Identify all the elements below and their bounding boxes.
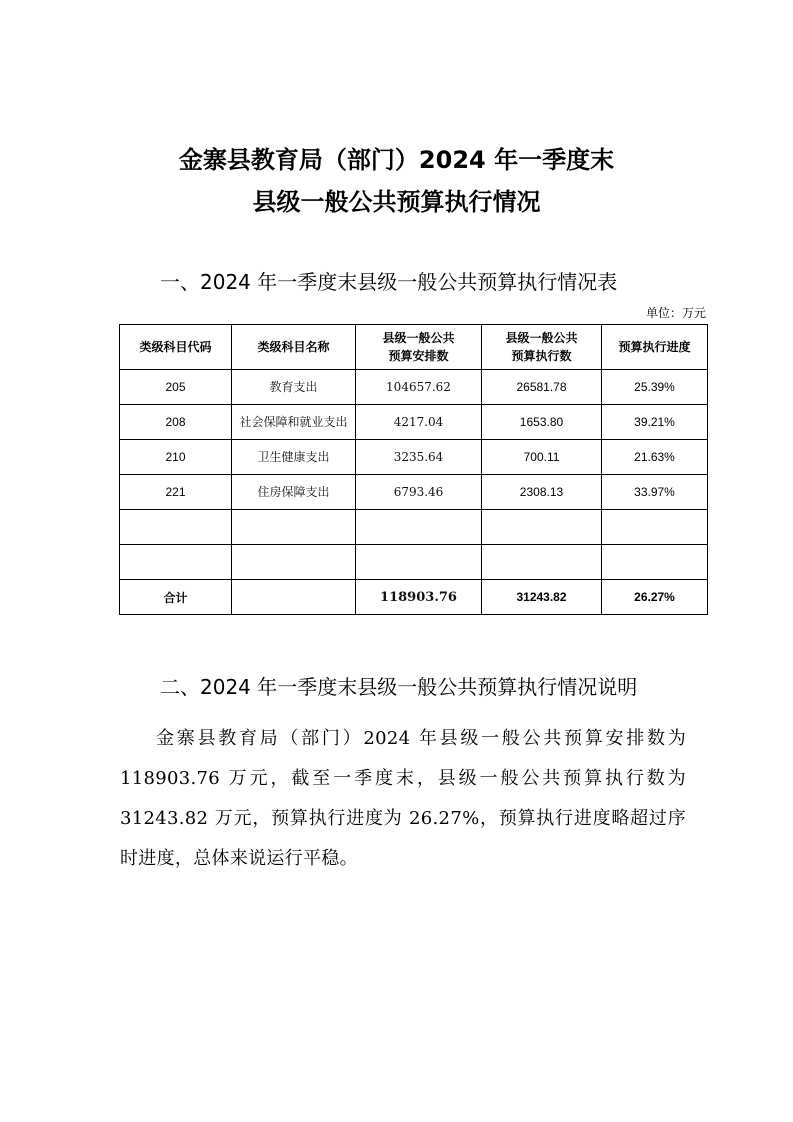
cell-exec: 700.11 [482, 440, 602, 475]
empty-cell [356, 545, 482, 580]
cell-name: 卫生健康支出 [232, 440, 356, 475]
table-total-row [120, 580, 708, 615]
cell-name: 教育支出 [232, 370, 356, 405]
header-plan [356, 325, 482, 370]
cell-rate: 39.21% [602, 405, 708, 440]
empty-cell [482, 510, 602, 545]
total-exec: 31243.82 [482, 580, 602, 615]
cell-code: 221 [120, 475, 232, 510]
table-row [120, 405, 708, 440]
empty-cell [232, 580, 356, 615]
empty-cell [120, 545, 232, 580]
cell-exec: 1653.80 [482, 405, 602, 440]
cell-rate: 33.97% [602, 475, 708, 510]
table-row [120, 475, 708, 510]
cell-plan: 6793.46 [356, 475, 482, 510]
cell-name: 住房保障支出 [232, 475, 356, 510]
header-plan-line2: 预算安排数 [388, 349, 449, 363]
header-exec-line2: 预算执行数 [511, 349, 572, 363]
total-label: 合计 [120, 580, 232, 615]
cell-exec: 2308.13 [482, 475, 602, 510]
empty-cell [232, 510, 356, 545]
empty-cell [120, 510, 232, 545]
header-name: 类级科目名称 [232, 325, 356, 370]
cell-code: 205 [120, 370, 232, 405]
table-row [120, 440, 708, 475]
empty-cell [232, 545, 356, 580]
header-plan-line1: 县级一般公共 [382, 331, 455, 345]
document-title-line1: 金寨县教育局（部门）2024 年一季度末 [178, 146, 615, 174]
cell-plan: 3235.64 [356, 440, 482, 475]
budget-execution-table [119, 324, 708, 615]
empty-table-row [120, 510, 708, 545]
header-exec [482, 325, 602, 370]
empty-table-row [120, 545, 708, 580]
total-plan: 118903.76 [356, 580, 482, 615]
header-code: 类级科目代码 [120, 325, 232, 370]
empty-cell [602, 510, 708, 545]
cell-code: 208 [120, 405, 232, 440]
header-rate: 预算执行进度 [602, 325, 708, 370]
cell-rate: 21.63% [602, 440, 708, 475]
cell-rate: 25.39% [602, 370, 708, 405]
table-header-row [120, 325, 708, 370]
header-exec-line1: 县级一般公共 [505, 331, 578, 345]
explanation-paragraph: 金寨县教育局（部门）2024 年县级一般公共预算安排数为 118903.76 万元，截至一季度末，县级一般公共预算执行数为 31243.82 万元，预算执行进度为 26.27%，预算执行进度略超过序时进度，总体来说运行平稳。 [120, 728, 686, 869]
cell-exec: 26581.78 [482, 370, 602, 405]
cell-name: 社会保障和就业支出 [232, 405, 356, 440]
empty-cell [482, 545, 602, 580]
empty-cell [602, 545, 708, 580]
table-row [120, 370, 708, 405]
cell-code: 210 [120, 440, 232, 475]
section1-heading: 一、2024 年一季度末县级一般公共预算执行情况表 [160, 270, 618, 294]
section2-heading: 二、2024 年一季度末县级一般公共预算执行情况说明 [160, 675, 638, 699]
empty-cell [356, 510, 482, 545]
total-rate: 26.27% [602, 580, 708, 615]
document-title-line2: 县级一般公共预算执行情况 [252, 188, 541, 216]
cell-plan: 4217.04 [356, 405, 482, 440]
cell-plan: 104657.62 [356, 370, 482, 405]
unit-label: 单位：万元 [645, 306, 706, 320]
